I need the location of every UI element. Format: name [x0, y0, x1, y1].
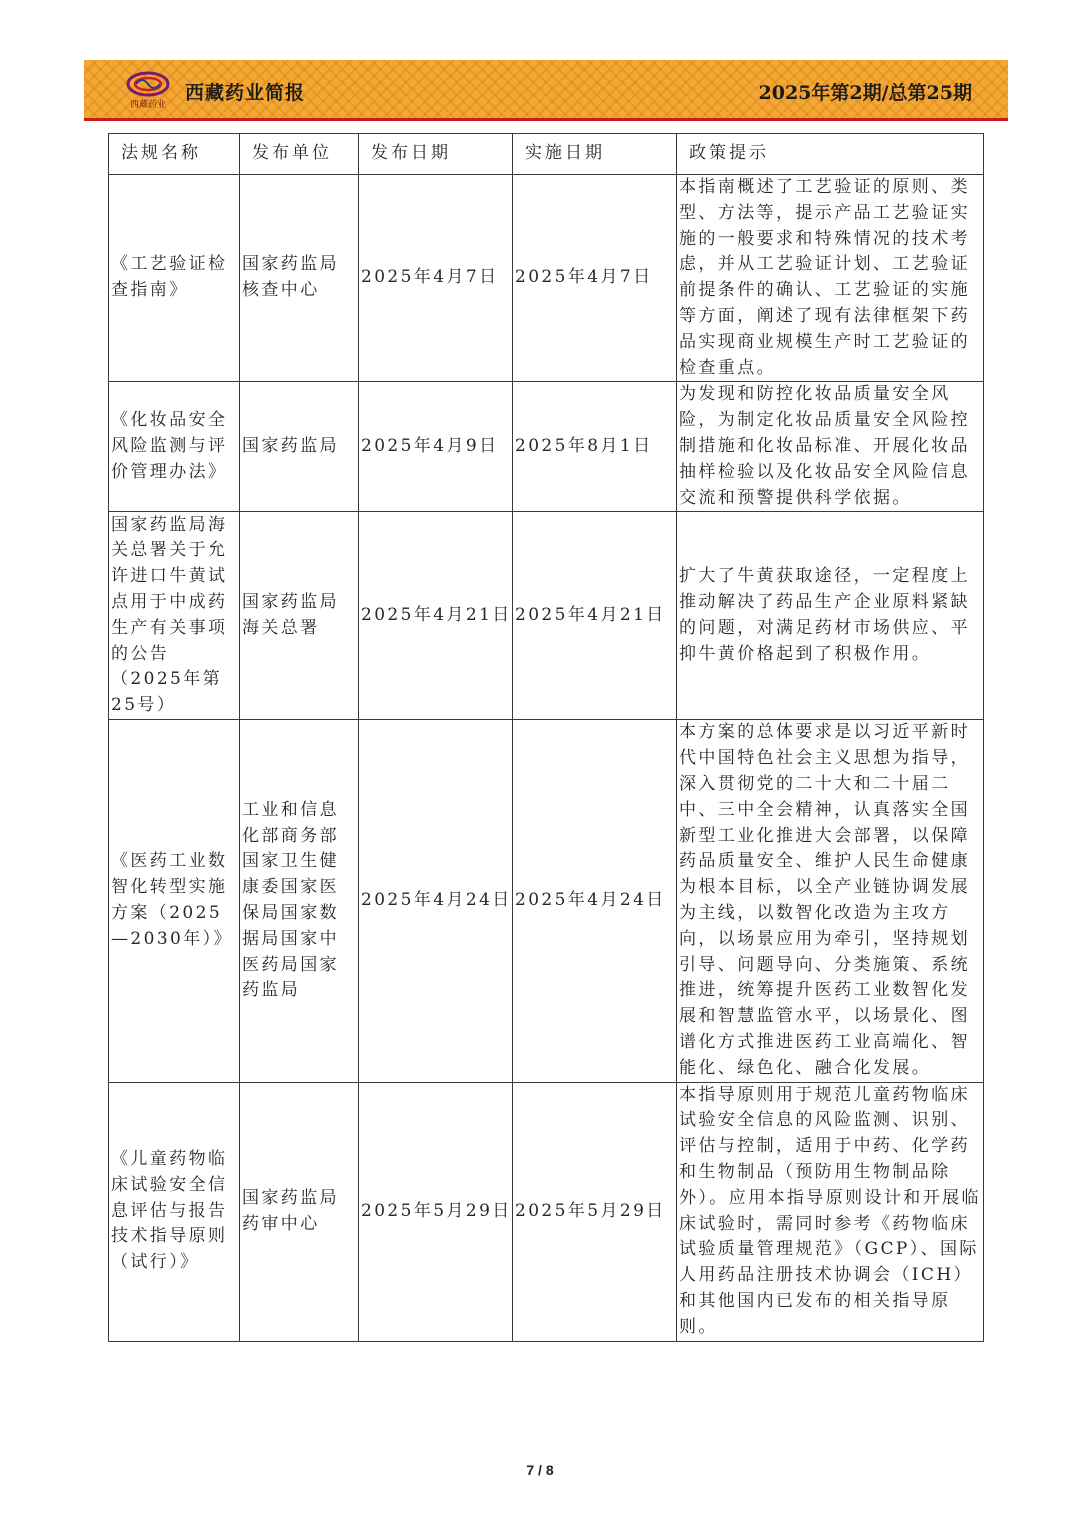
effective-date: 2025年5月29日 [513, 1082, 677, 1341]
table-header-row [109, 134, 984, 175]
issuer: 国家药监局核查中心 [240, 175, 359, 382]
policy-tip: 本方案的总体要求是以习近平新时代中国特色社会主义思想为指导，深入贯彻党的二十大和二十届二中、三中全会精神，认真落实全国新型工业化推进大会部署，以保障药品质量安全、维护人民生命健康为根本目标，以全产业链协调发展为主线，以数智化改造为主攻方向，以场景应用为牵引，坚持规划引导、问题导向、分类施策、系统推进，统筹提升医药工业数智化发展和智慧监管水平，以场景化、图谱化方式推进医药工业高端化、智能化、绿色化、融合化发展。 [677, 720, 984, 1082]
policy-tip: 本指南概述了工艺验证的原则、类型、方法等，提示产品工艺验证实施的一般要求和特殊情况的技术考虑，并从工艺验证计划、工艺验证前提条件的确认、工艺验证的实施等方面，阐述了现有法律框架下药品实现商业规模生产时工艺验证的检查重点。 [677, 175, 984, 382]
issuer: 工业和信息化部商务部国家卫生健康委国家医保局国家数据局国家中医药局国家药监局 [240, 720, 359, 1082]
policy-tip: 本指导原则用于规范儿童药物临床试验安全信息的风险监测、识别、评估与控制，适用于中药、化学药和生物制品（预防用生物制品除外）。应用本指导原则设计和开展临床试验时，需同时参考《药物临床试验质量管理规范》（GCP）、国际人用药品注册技术协调会（ICH）和其他国内已发布的相关指导原则。 [677, 1082, 984, 1341]
header-issuer: 发布单位 [240, 134, 359, 175]
regulation-name: 《工艺验证检查指南》 [109, 175, 240, 382]
regulation-name: 国家药监局海关总署关于允许进口牛黄试点用于中成药生产有关事项的公告（2025年第25号） [109, 512, 240, 720]
table-row [109, 720, 984, 1082]
policy-tip: 为发现和防控化妆品质量安全风险，为制定化妆品质量安全风险控制措施和化妆品标准、开展化妆品抽样检验以及化妆品安全风险信息交流和预警提供科学依据。 [677, 382, 984, 512]
effective-date: 2025年4月24日 [513, 720, 677, 1082]
issuer: 国家药监局海关总署 [240, 512, 359, 720]
logo-caption: 西藏药业 [129, 100, 166, 110]
table-row [109, 1082, 984, 1341]
regulation-name: 《儿童药物临床试验安全信息评估与报告技术指导原则（试行）》 [109, 1082, 240, 1341]
publish-date: 2025年4月9日 [359, 382, 513, 512]
effective-date: 2025年4月7日 [513, 175, 677, 382]
publish-date: 2025年4月21日 [359, 512, 513, 720]
effective-date: 2025年4月21日 [513, 512, 677, 720]
header-name: 法规名称 [109, 134, 240, 175]
page-number: 7 / 8 [526, 1462, 554, 1478]
company-logo [124, 70, 172, 110]
newsletter-title: 西藏药业简报 [185, 82, 306, 104]
header-policy-tip: 政策提示 [677, 134, 984, 175]
publish-date: 2025年4月7日 [359, 175, 513, 382]
table-row [109, 175, 984, 382]
policy-table [108, 133, 984, 1342]
header-rule [84, 118, 1008, 121]
policy-tip: 扩大了牛黄获取途径，一定程度上推动解决了药品生产企业原料紧缺的问题，对满足药材市场供应、平抑牛黄价格起到了积极作用。 [677, 512, 984, 720]
publish-date: 2025年5月29日 [359, 1082, 513, 1341]
header-effective-date: 实施日期 [513, 134, 677, 175]
effective-date: 2025年8月1日 [513, 382, 677, 512]
regulation-name: 《化妆品安全风险监测与评价管理办法》 [109, 382, 240, 512]
table-row [109, 382, 984, 512]
issuer: 国家药监局药审中心 [240, 1082, 359, 1341]
publish-date: 2025年4月24日 [359, 720, 513, 1082]
page-header-banner [84, 60, 1008, 118]
regulation-name: 《医药工业数智化转型实施方案（2025—2030年）》 [109, 720, 240, 1082]
logo-emblem-icon [124, 70, 172, 100]
issue-number: 2025年第2期/总第25期 [758, 82, 972, 104]
header-publish-date: 发布日期 [359, 134, 513, 175]
issuer: 国家药监局 [240, 382, 359, 512]
table-row [109, 512, 984, 720]
